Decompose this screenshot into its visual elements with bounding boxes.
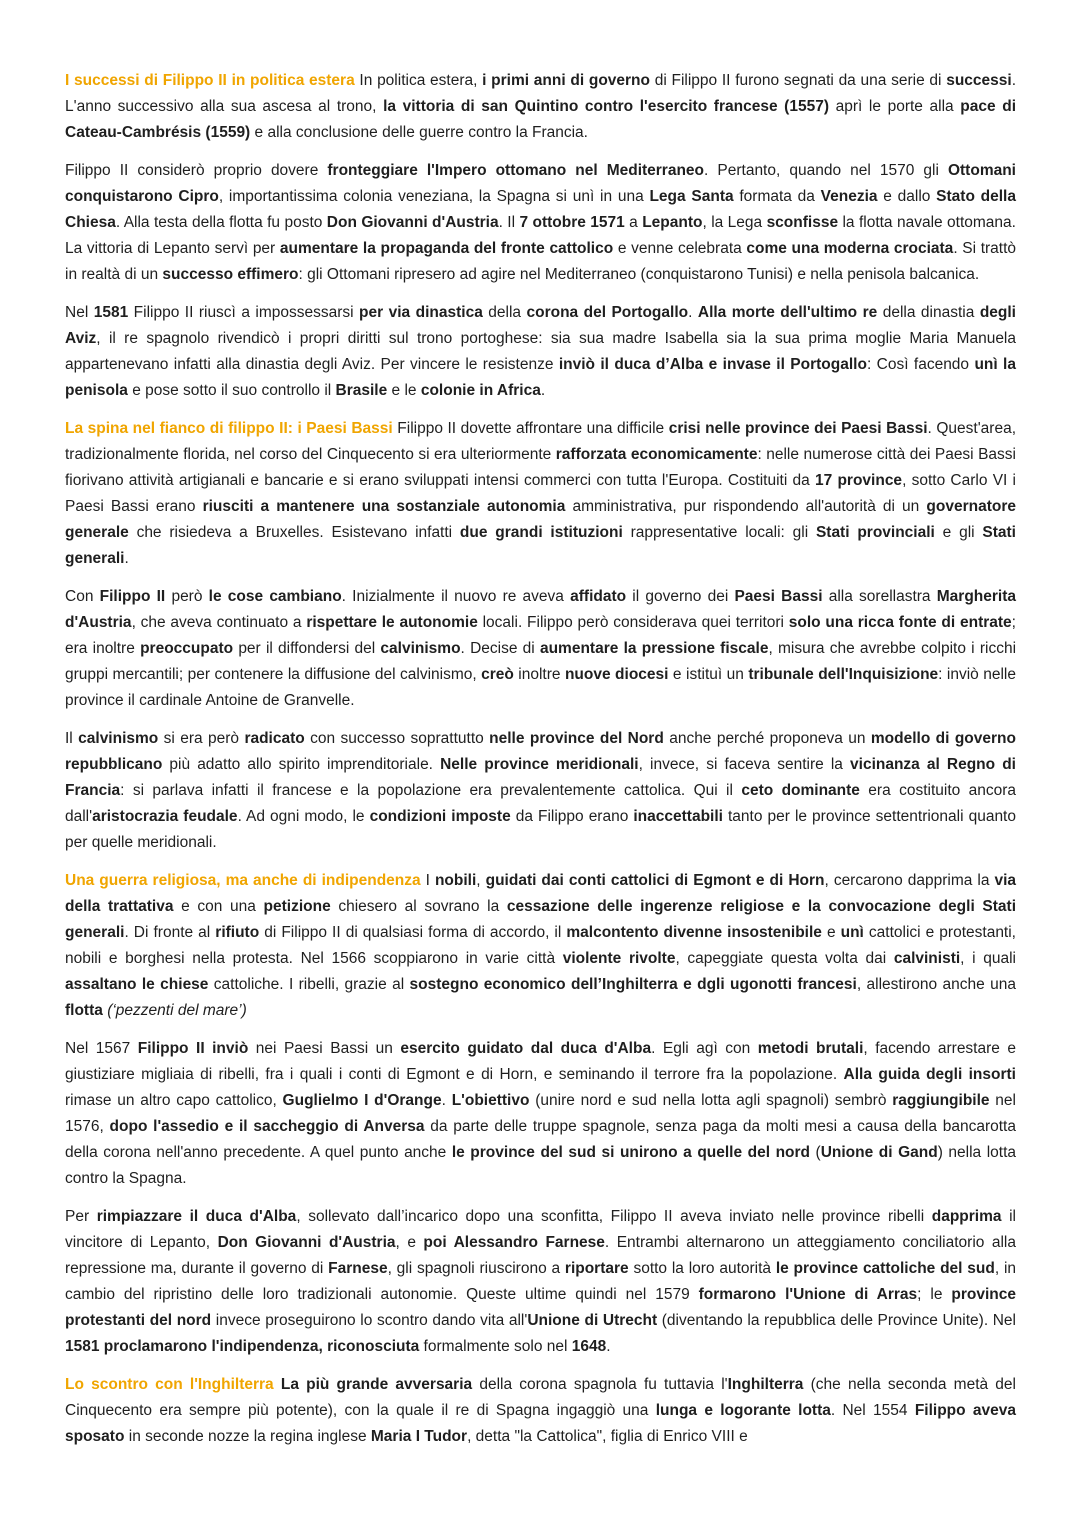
text-run: , [476, 872, 486, 889]
text-run: guidati dai conti cattolici di Egmont e di Horn [485, 872, 825, 889]
text-run: Stato della Chiesa [65, 188, 1016, 231]
section-heading: I successi di Filippo II in politica estera [65, 72, 360, 89]
text-run: e [821, 924, 841, 941]
text-run: cessazione delle ingerenze religiose e la convocazione degli Stati generali [65, 898, 1016, 941]
text-run: In politica estera, [359, 72, 483, 89]
text-run: aprì le porte alla [828, 98, 961, 115]
text-run: il governo dei [626, 588, 735, 605]
text-run: Paesi Bassi [734, 588, 823, 605]
text-run: Unione di Gand [820, 1144, 938, 1161]
text-run: come una moderna crociata [746, 240, 954, 257]
text-run: e con una [173, 898, 264, 915]
text-run: si era però [158, 730, 245, 747]
text-run: , la Lega [702, 214, 767, 231]
text-run: aristocrazia feudale [92, 808, 238, 825]
text-run: calvinismo [380, 640, 461, 657]
body-paragraph [65, 300, 1016, 404]
text-run: formalmente solo nel [419, 1338, 572, 1355]
text-run: ; le [917, 1286, 952, 1303]
text-run: corona del Portogallo [526, 304, 689, 321]
text-run: e pose sotto il suo controllo il [127, 382, 336, 399]
text-run: e istituì un [668, 666, 749, 683]
text-run: malcontento divenne insostenibile [566, 924, 822, 941]
text-run: Nel 1567 [65, 1040, 138, 1057]
text-run: era costituito ancora dall' [65, 782, 1016, 825]
text-run: calvinisti [893, 950, 961, 967]
text-run: rafforzata economicamente [555, 446, 758, 463]
text-run: sotto la loro autorità [628, 1260, 776, 1277]
text-run: ceto dominante [741, 782, 860, 799]
text-run: Filippo aveva sposato [65, 1402, 1017, 1445]
text-run: Il [65, 730, 79, 747]
text-run: metodi brutali [757, 1040, 864, 1057]
text-run: le province cattoliche del sud [775, 1260, 995, 1277]
text-run: , i quali [960, 950, 1016, 967]
text-run: Filippo II considerò proprio dovere [65, 162, 328, 179]
text-run: lunga e logorante lotta [655, 1402, 831, 1419]
body-paragraph [65, 584, 1016, 714]
text-run: però [165, 588, 209, 605]
text-run: che risiedeva a Bruxelles. Esistevano infatti [128, 524, 460, 541]
text-run: . Entrambi alternarono un atteggiamento conciliatorio alla repressione ma, durante il governo di [65, 1234, 1016, 1277]
section-heading: Una guerra religiosa, ma anche di indipendenza [65, 872, 426, 889]
text-run: Guglielmo I d'Orange [282, 1092, 442, 1109]
text-run: da parte delle truppe spagnole, senza paga da molti mesi a causa della bancarotta della corona nell'anno precedente. A quel punto anche [65, 1118, 1016, 1161]
text-run: . Inizialmente il nuovo re aveva [341, 588, 571, 605]
text-run: crisi nelle province dei Paesi Bassi [668, 420, 928, 437]
text-run: inaccettabili [633, 808, 723, 825]
text-run: . Di fronte al [124, 924, 216, 941]
text-run: . [124, 550, 129, 567]
text-run: a [624, 214, 643, 231]
text-run: e dallo [877, 188, 937, 205]
text-run: fronteggiare l'Impero ottomano nel Mediterraneo [327, 162, 705, 179]
text-run: : Così facendo [866, 356, 975, 373]
text-run: locali. Filippo però considerava quei territori [477, 614, 789, 631]
text-run: Farnese [328, 1260, 388, 1277]
text-run: rappresentative locali: gli [622, 524, 816, 541]
text-run: i primi anni di governo [482, 72, 650, 89]
section-start-paragraph [65, 68, 1016, 146]
text-run: . [688, 304, 698, 321]
text-run: , allestirono anche una [856, 976, 1016, 993]
text-run: esercito guidato dal duca d'Alba [400, 1040, 652, 1057]
text-run: di Filippo II di qualsiasi forma di accordo, il [259, 924, 567, 941]
text-run: , in cambio del ripristino delle loro tradizionali autonomie. Queste ultime quindi nel 1579 [65, 1260, 1017, 1303]
text-run: in seconde nozze la regina inglese [124, 1428, 371, 1445]
text-run: inoltre [513, 666, 565, 683]
text-run: Don Giovanni d'Austria [326, 214, 499, 231]
text-run: petizione [263, 898, 331, 915]
text-run: . [606, 1338, 611, 1355]
text-run: Filippo II inviò [137, 1040, 249, 1057]
text-run: amministrativa, pur rispondendo all'autorità di un [565, 498, 927, 515]
text-run: aumentare la pressione fiscale [539, 640, 769, 657]
text-run: radicato [244, 730, 305, 747]
text-run: tribunale dell'Inquisizione [748, 666, 939, 683]
text-run: formarono l'Unione di Arras [698, 1286, 918, 1303]
text-run: 7 ottobre 1571 [519, 214, 625, 231]
body-paragraph [65, 1204, 1016, 1360]
text-run: pace di Cateau-Cambrésis (1559) [65, 98, 1016, 141]
text-run: due grandi istituzioni [459, 524, 623, 541]
section-start-paragraph [65, 416, 1016, 572]
text-run: province protestanti del nord [65, 1286, 1016, 1329]
text-run: 1648 [571, 1338, 607, 1355]
text-run: riportare [564, 1260, 629, 1277]
text-run: alla sorellastra [822, 588, 937, 605]
text-run: aumentare la propaganda del fronte cattolico [279, 240, 614, 257]
text-run: e gli [934, 524, 983, 541]
text-run: , e [395, 1234, 424, 1251]
text-run: Filippo II dovette affrontare una difficile [397, 420, 669, 437]
text-run: . Ad ogni modo, le [237, 808, 370, 825]
text-run: della [482, 304, 527, 321]
text-run: Alla morte dell'ultimo re [697, 304, 878, 321]
text-run: Lega Santa [649, 188, 734, 205]
text-run: . [540, 382, 546, 399]
text-run: ) nella lotta contro la Spagna. [65, 1144, 1017, 1187]
text-run: , che aveva continuato a [131, 614, 307, 631]
text-run: Stati provinciali [815, 524, 935, 541]
text-run: inviò il duca d’Alba e invase il Portogallo [558, 356, 867, 373]
text-run: , cercarono dapprima la [824, 872, 995, 889]
text-run: Unione di Utrecht [527, 1312, 658, 1329]
text-run: assaltano le chiese [65, 976, 209, 993]
text-run: , invece, si faceva sentire la [638, 756, 851, 773]
text-run: e alla conclusione delle guerre contro la Francia. [250, 124, 588, 141]
text-run: Filippo II riuscì a impossessarsi [128, 304, 360, 321]
text-run: . Nel 1554 [830, 1402, 915, 1419]
text-run: tanto per le province settentrionali quanto per quelle meridionali. [65, 808, 1016, 851]
body-paragraph [65, 1036, 1016, 1192]
text-run: di Filippo II furono segnati da una serie di [650, 72, 947, 89]
text-run: Alla guida degli insorti [843, 1066, 1016, 1083]
text-run: , facendo arrestare e giustiziare migliaia di ribelli, fra i quali i conti di Egmont e di Horn, e seminando il terrore fra la popolazione. [65, 1040, 1017, 1083]
text-run: I [425, 872, 435, 889]
text-run: via della trattativa [65, 872, 1017, 915]
text-run: rispettare le autonomie [306, 614, 478, 631]
text-run: modello di governo repubblicano [65, 730, 1016, 773]
text-run: da Filippo erano [510, 808, 634, 825]
text-run: condizioni imposte [369, 808, 511, 825]
text-run: (che nella seconda metà del Cinquecento era sempre più potente), con la quale il re di Spagna ingaggiò una [65, 1376, 1016, 1419]
section-start-paragraph [65, 1372, 1016, 1450]
text-run: chiesero al sovrano la [330, 898, 507, 915]
text-run: (‘pezzenti del mare’) [107, 1002, 247, 1019]
text-run: violente rivolte [562, 950, 676, 967]
text-run: 1581 [93, 304, 129, 321]
text-run: La più grande avversaria [280, 1376, 473, 1393]
text-run: e venne celebrata [613, 240, 747, 257]
text-run: rimpiazzare il duca d'Alba [96, 1208, 297, 1225]
text-run: creò [481, 666, 514, 683]
text-run: Con [65, 588, 100, 605]
text-run: calvinismo [78, 730, 159, 747]
text-run: cattoliche. I ribelli, grazie al [208, 976, 410, 993]
text-run: vicinanza al Regno di Francia [65, 756, 1016, 799]
text-run: . Alla testa della flotta fu posto [115, 214, 327, 231]
text-run: cattolici e protestanti, nobili e borghesi nella protesta. Nel 1566 scoppiarono in varie città [65, 924, 1016, 967]
text-run: , detta "la Cattolica", figlia di Enrico VIII e [467, 1428, 748, 1445]
section-start-paragraph [65, 868, 1016, 1024]
text-run: poi Alessandro Farnese [423, 1234, 605, 1251]
text-run: Inghilterra [727, 1376, 804, 1393]
text-run: sconfisse [766, 214, 839, 231]
text-run: nuove diocesi [564, 666, 669, 683]
text-run: nelle province del Nord [489, 730, 664, 747]
text-run: . Il [498, 214, 520, 231]
text-run: successo effimero [162, 266, 299, 283]
text-run: Maria I Tudor [370, 1428, 468, 1445]
body-paragraph [65, 726, 1016, 856]
text-run: sostegno economico dell’Inghilterra e dgli ugonotti francesi [409, 976, 857, 993]
text-run: affidato [570, 588, 627, 605]
text-run: colonie in Africa [420, 382, 541, 399]
text-run: nobili [434, 872, 477, 889]
text-run: dopo l'assedio e il saccheggio di Anversa [109, 1118, 425, 1135]
text-run: rimase un altro capo cattolico, [65, 1092, 283, 1109]
text-run: : si parlava infatti il francese e la popolazione era prevalentemente cattolica. Qui il [120, 782, 742, 799]
text-run: , sollevato dall’incarico dopo una sconfitta, Filippo II aveva inviato nelle province ribelli [296, 1208, 932, 1225]
text-run: Venezia [820, 188, 878, 205]
section-heading: Lo scontro con l'Inghilterra [65, 1376, 281, 1393]
text-run: : inviò nelle province il cardinale Antoine de Granvelle. [65, 666, 1016, 709]
text-run: nel 1576, [65, 1092, 1016, 1135]
text-run: , il re spagnolo rivendicò i propri diritti sul trono portoghese: sia sua madre Isabella sia la sua prima moglie Maria Manuela appartenevano infatti alla dinastia degli Aviz. Per vincere le resistenze [65, 330, 1016, 373]
text-run: per il diffondersi del [233, 640, 381, 657]
text-run: per via dinastica [359, 304, 483, 321]
text-run: Brasile [335, 382, 388, 399]
text-run: L'obiettivo [451, 1092, 530, 1109]
text-run: 1581 proclamarono l'indipendenza, riconosciuta [65, 1338, 420, 1355]
text-run: preoccupato [140, 640, 234, 657]
text-run: Lepanto [642, 214, 703, 231]
body-paragraph [65, 158, 1016, 288]
text-run: con successo soprattutto [304, 730, 490, 747]
text-run: . Pertanto, quando nel 1570 gli [704, 162, 948, 179]
text-run: Margherita d'Austria [65, 588, 1016, 631]
text-run: formata da [733, 188, 821, 205]
text-run: invece proseguirono lo scontro dando vita all' [211, 1312, 528, 1329]
text-run: Stati generali [65, 524, 1016, 567]
text-run: della dinastia [877, 304, 980, 321]
document-content [65, 68, 1016, 1450]
text-run: solo una ricca fonte di entrate [788, 614, 1012, 631]
text-run: unì la penisola [65, 356, 1016, 399]
text-run: governatore generale [65, 498, 1016, 541]
text-run: Nel [65, 304, 94, 321]
text-run: : nelle numerose città dei Paesi Bassi fiorivano attività artigianali e bancarie e si erano sviluppati intensi commerci con tutta l'Europa. Costituiti da [65, 446, 1016, 489]
text-run: , sotto Carlo VI i Paesi Bassi erano [65, 472, 1017, 515]
text-run: unì [840, 924, 864, 941]
text-run: Nelle province meridionali [440, 756, 639, 773]
text-run: le cose cambiano [208, 588, 342, 605]
text-run: rifiuto [215, 924, 260, 941]
text-run: 17 province [814, 472, 903, 489]
text-run: . Si trattò in realtà di un [65, 240, 1017, 283]
text-run: . [441, 1092, 452, 1109]
text-run: ; era inoltre [65, 614, 1016, 657]
text-run: . Egli agì con [651, 1040, 758, 1057]
text-run: , misura che avrebbe colpito i ricchi gruppi mercantili; per contenere la diffusione del calvinismo, [65, 640, 1017, 683]
text-run: ( [810, 1144, 821, 1161]
text-run: la vittoria di san Quintino contro l'esercito francese (1557) [383, 98, 829, 115]
text-run: , capeggiate questa volta dai [675, 950, 894, 967]
text-run: (diventando la repubblica delle Province Unite). Nel [657, 1312, 1017, 1329]
text-run: e le [387, 382, 421, 399]
text-run: il vincitore di Lepanto, [65, 1208, 1016, 1251]
text-run: Filippo II [99, 588, 166, 605]
section-heading: La spina nel fianco di filippo II: i Paesi Bassi [65, 420, 398, 437]
text-run: Don Giovanni d'Austria [217, 1234, 396, 1251]
text-run: riusciti a mantenere una sostanziale autonomia [202, 498, 566, 515]
text-run: . Decise di [460, 640, 540, 657]
text-run: degli Aviz [65, 304, 1016, 347]
text-run: anche perché proponeva un [663, 730, 871, 747]
text-run: le province del sud si unirono a quelle del nord [451, 1144, 811, 1161]
text-run: flotta [65, 1002, 103, 1019]
text-run: raggiungibile [892, 1092, 990, 1109]
text-run: Ottomani conquistarono Cipro [65, 162, 1016, 205]
text-run: più adatto allo spirito imprenditoriale. [162, 756, 441, 773]
text-run: successi [946, 72, 1012, 89]
text-run: , importantissima colonia veneziana, la Spagna si unì in una [218, 188, 650, 205]
text-run: . Quest'area, tradizionalmente florida, nel corso del Cinquecento si era ulteriormente [65, 420, 1017, 463]
text-run: : gli Ottomani ripresero ad agire nel Mediterraneo (conquistarono Tunisi) e nella penisola balcanica. [298, 266, 980, 283]
text-run: della corona spagnola fu tuttavia l' [472, 1376, 728, 1393]
text-run: (unire nord e sud nella lotta agli spagnoli) sembrò [529, 1092, 893, 1109]
text-run: Per [65, 1208, 97, 1225]
text-run: , gli spagnoli riuscirono a [387, 1260, 565, 1277]
text-run: dapprima [931, 1208, 1002, 1225]
text-run: . L'anno successivo alla sua ascesa al trono, [65, 72, 1017, 115]
text-run: la flotta navale ottomana. La vittoria di Lepanto servì per [65, 214, 1016, 257]
text-run: nei Paesi Bassi un [248, 1040, 401, 1057]
